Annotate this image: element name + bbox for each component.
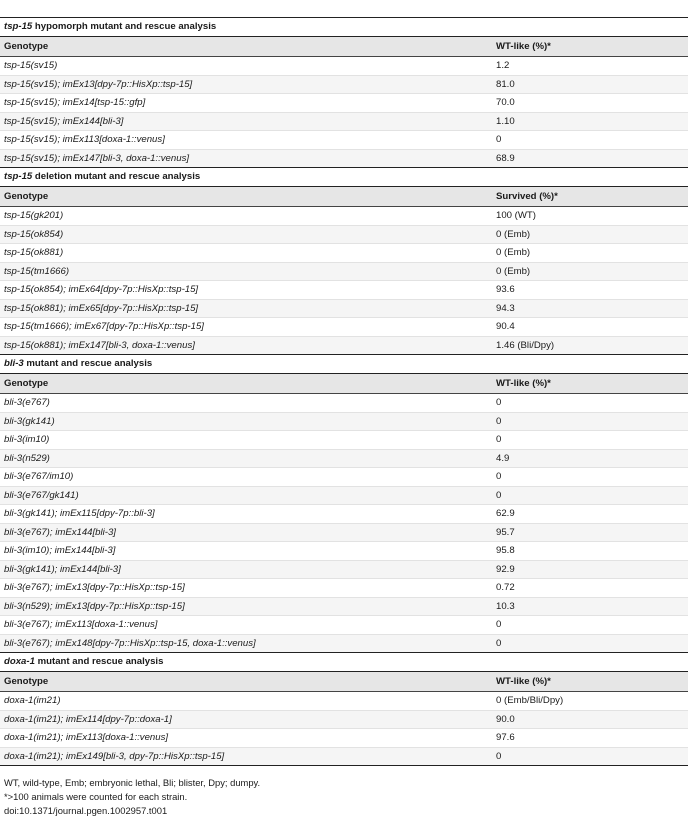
footnote-count: *>100 animals were counted for each strain. (4, 791, 188, 802)
table-row (0, 711, 688, 730)
value-cell: 70.0 (496, 97, 515, 108)
genotype-cell: tsp-15(ok881); imEx147[bli-3, doxa-1::venus] (4, 339, 195, 351)
column-header-value: WT-like (%)* (496, 676, 551, 687)
table-row (0, 413, 688, 432)
table-row (0, 561, 688, 580)
genotype-cell: bli-3(e767) (4, 397, 50, 408)
section-gene: doxa-1 (4, 656, 35, 667)
section-tsp15-deletion (0, 168, 688, 355)
value-cell: 0 (496, 397, 502, 408)
genotype-cell: bli-3(e767/im10) (4, 471, 74, 482)
table-row (0, 616, 688, 635)
genotype-cell: bli-3(e767); imEx144[bli-3] (4, 526, 116, 538)
value-cell: 1.2 (496, 60, 510, 71)
genotype-cell: doxa-1(im21) (4, 695, 61, 706)
value-cell: 0 (496, 471, 502, 482)
genotype-cell: tsp-15(ok854); imEx64[dpy-7p::HisXp::tsp-15] (4, 284, 199, 295)
table-header (0, 187, 688, 207)
table-header (0, 672, 688, 692)
column-header-value: WT-like (%)* (496, 378, 551, 389)
table-row (0, 692, 688, 711)
table-row (0, 505, 688, 524)
table-row (0, 635, 688, 654)
genotype-cell: tsp-15(sv15); imEx147[bli-3, doxa-1::venus] (4, 152, 190, 164)
value-cell: 68.9 (496, 152, 515, 164)
genotype-cell: bli-3(im10) (4, 434, 50, 445)
table-row (0, 598, 688, 617)
genotype-cell: tsp-15(ok881) (4, 247, 64, 258)
table-row (0, 468, 688, 487)
section-gene: bli-3 (4, 358, 24, 369)
section-tsp15-hypomorph (0, 18, 688, 168)
value-cell: 97.6 (496, 732, 515, 743)
genotype-cell: tsp-15(sv15) (4, 60, 58, 71)
value-cell: 0 (Emb/Bli/Dpy) (496, 695, 564, 706)
table-row (0, 579, 688, 598)
column-header-genotype: Genotype (4, 676, 49, 687)
table-row (0, 394, 688, 413)
table-row (0, 300, 688, 319)
value-cell: 90.4 (496, 321, 515, 332)
table-header (0, 374, 688, 394)
section-title-text: mutant and rescue analysis (34, 656, 164, 667)
section-title-text: hypomorph mutant and rescue analysis (32, 21, 217, 32)
value-cell: 0 (496, 489, 502, 501)
value-cell: 0 (496, 637, 502, 649)
table-row (0, 729, 688, 748)
genotype-cell: bli-3(gk141); imEx115[dpy-7p::bli-3] (4, 508, 155, 519)
genotype-cell: tsp-15(sv15); imEx113[doxa-1::venus] (4, 134, 165, 145)
genotype-cell: doxa-1(im21); imEx114[dpy-7p::doxa-1] (4, 713, 172, 725)
column-header-genotype: Genotype (4, 191, 49, 202)
value-cell: 81.0 (496, 78, 515, 90)
section-gene: tsp-15 (4, 21, 33, 32)
section-title-text: deletion mutant and rescue analysis (32, 171, 201, 182)
table-row (0, 524, 688, 543)
value-cell: 1.46 (Bli/Dpy) (496, 339, 555, 351)
table-row (0, 487, 688, 506)
genotype-cell: tsp-15(sv15); imEx144[bli-3] (4, 115, 124, 127)
value-cell: 95.7 (496, 526, 515, 538)
column-header-value: Survived (%)* (496, 191, 558, 202)
genotype-cell: tsp-15(tm1666) (4, 265, 70, 277)
genotype-cell: bli-3(e767/gk141) (4, 489, 79, 501)
genotype-cell: tsp-15(sv15); imEx13[dpy-7p::HisXp::tsp-15] (4, 78, 193, 90)
value-cell: 0 (Emb) (496, 228, 531, 240)
value-cell: 0 (496, 619, 502, 630)
value-cell: 62.9 (496, 508, 515, 519)
table-row (0, 281, 688, 300)
value-cell: 0 (Emb) (496, 265, 531, 277)
table-row (0, 76, 688, 95)
value-cell: 90.0 (496, 713, 515, 725)
value-cell: 0 (496, 415, 502, 427)
footnote-abbreviations: WT, wild-type, Emb; embryonic lethal, Bli; blister, Dpy; dumpy. (4, 777, 261, 788)
table-row (0, 57, 688, 76)
table-row (0, 113, 688, 132)
value-cell: 1.10 (496, 115, 515, 127)
genotype-cell: bli-3(gk141); imEx144[bli-3] (4, 563, 121, 575)
section-title (0, 168, 688, 187)
genotype-cell: tsp-15(tm1666); imEx67[dpy-7p::HisXp::tsp-15] (4, 321, 204, 332)
section-bli3 (0, 355, 688, 653)
genotype-cell: bli-3(im10); imEx144[bli-3] (4, 545, 116, 556)
genotype-cell: tsp-15(gk201) (4, 210, 64, 221)
table-row (0, 337, 688, 356)
column-header-genotype: Genotype (4, 41, 49, 52)
table-row (0, 207, 688, 226)
table-row (0, 450, 688, 469)
table-row (0, 131, 688, 150)
genotype-cell: tsp-15(ok854) (4, 228, 64, 240)
value-cell: 0 (496, 434, 502, 445)
genotype-cell: doxa-1(im21); imEx113[doxa-1::venus] (4, 732, 169, 743)
table-row (0, 94, 688, 113)
genotype-cell: bli-3(gk141) (4, 415, 55, 427)
genotype-cell: tsp-15(ok881); imEx65[dpy-7p::HisXp::tsp-15] (4, 302, 199, 314)
genotype-cell: doxa-1(im21); imEx149[bli-3, dpy-7p::HisXp::tsp-15] (4, 750, 225, 762)
section-title-text: mutant and rescue analysis (23, 358, 153, 369)
genotype-cell: tsp-15(sv15); imEx14[tsp-15::gfp] (4, 97, 146, 108)
table-row (0, 542, 688, 561)
genotype-cell: bli-3(n529) (4, 452, 50, 464)
table-row (0, 748, 688, 767)
value-cell: 0.72 (496, 582, 515, 593)
value-cell: 0 (496, 134, 502, 145)
value-cell: 93.6 (496, 284, 515, 295)
column-header-genotype: Genotype (4, 378, 49, 389)
value-cell: 92.9 (496, 563, 515, 575)
section-gene: tsp-15 (4, 171, 33, 182)
footnote-doi[interactable]: doi:10.1371/journal.pgen.1002957.t001 (4, 805, 168, 816)
section-title (0, 355, 688, 374)
section-title (0, 18, 688, 37)
value-cell: 0 (496, 750, 502, 762)
table-row (0, 263, 688, 282)
column-header-value: WT-like (%)* (496, 41, 551, 52)
value-cell: 10.3 (496, 600, 515, 612)
genotype-cell: bli-3(e767); imEx148[dpy-7p::HisXp::tsp-15, doxa-1::venus] (4, 637, 256, 649)
table-row (0, 150, 688, 169)
table-footnotes (0, 776, 688, 818)
value-cell: 94.3 (496, 302, 515, 314)
genotype-cell: bli-3(e767); imEx113[doxa-1::venus] (4, 619, 158, 630)
table-row (0, 226, 688, 245)
results-table (0, 17, 688, 818)
section-doxa1 (0, 653, 688, 766)
genotype-cell: bli-3(n529); imEx13[dpy-7p::HisXp::tsp-15] (4, 600, 185, 612)
value-cell: 100 (WT) (496, 210, 536, 221)
table-row (0, 244, 688, 263)
value-cell: 0 (Emb) (496, 247, 531, 258)
value-cell: 95.8 (496, 545, 515, 556)
genotype-cell: bli-3(e767); imEx13[dpy-7p::HisXp::tsp-15] (4, 582, 185, 593)
table-row (0, 431, 688, 450)
section-title (0, 653, 688, 672)
value-cell: 4.9 (496, 452, 510, 464)
table-header (0, 37, 688, 57)
table-row (0, 318, 688, 337)
